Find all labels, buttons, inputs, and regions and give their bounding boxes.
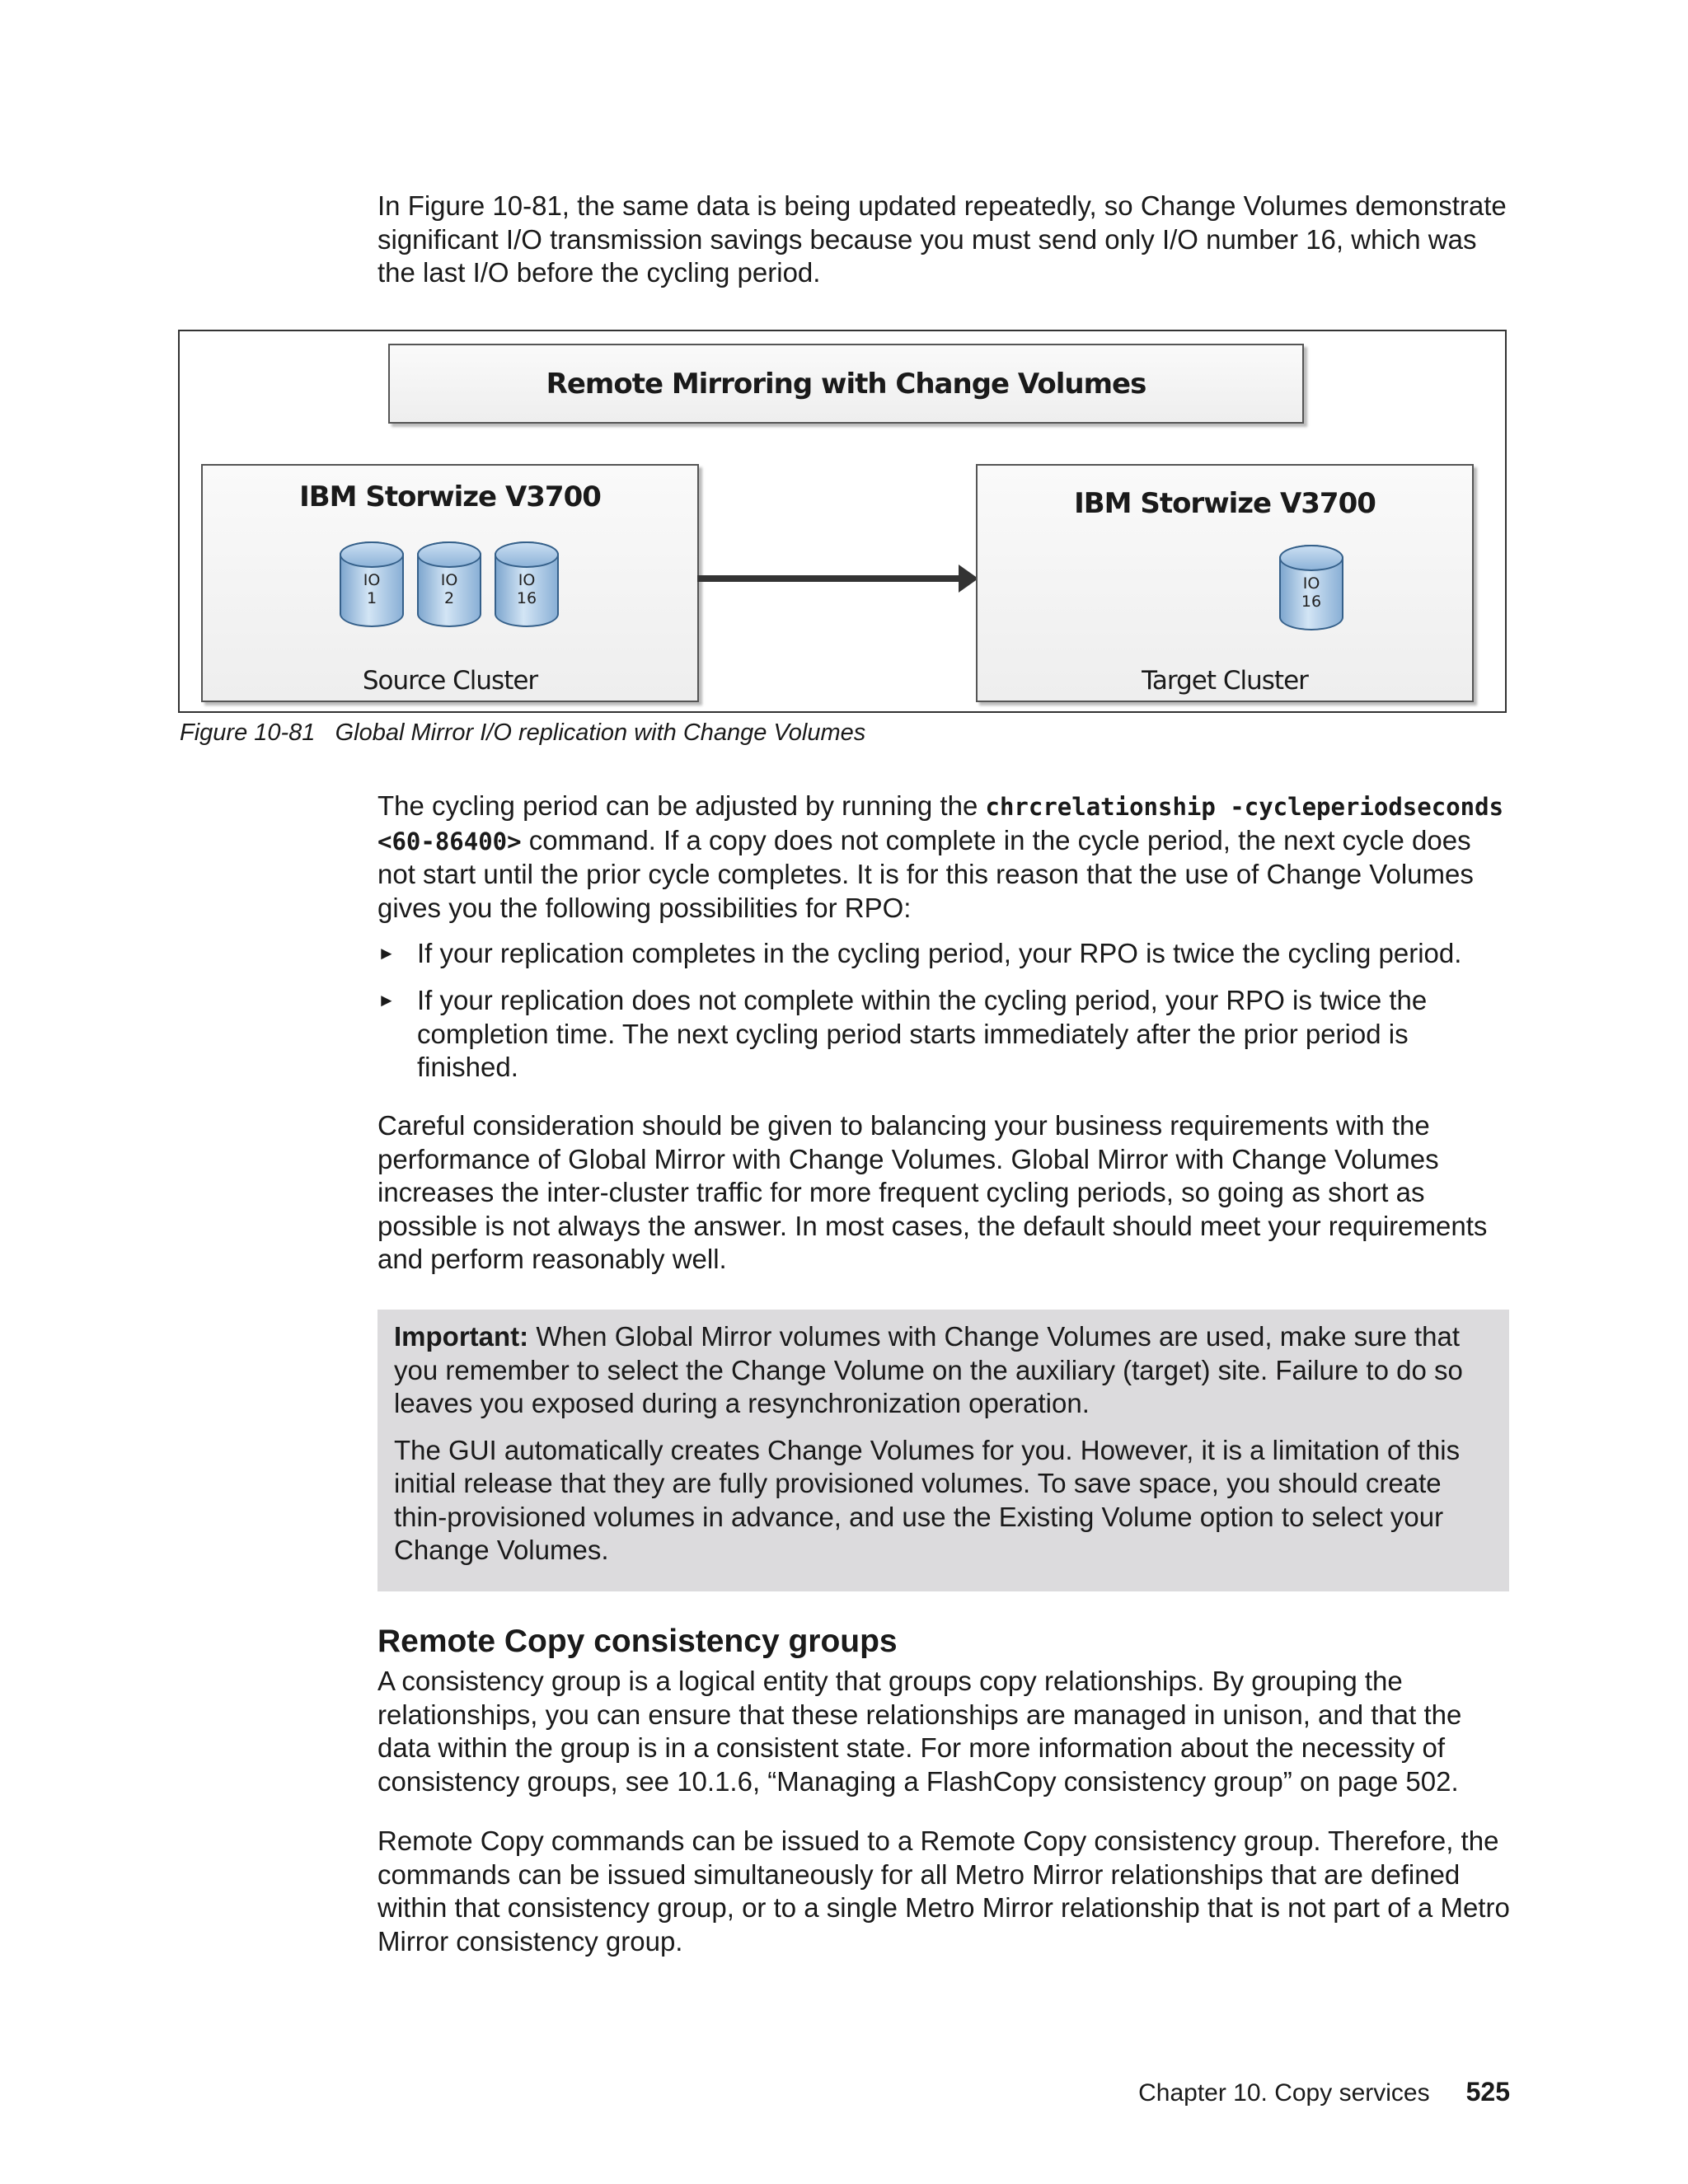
important-note: Important: When Global Mirror volumes with Change Volumes are used, make sure that you remember to select the Change Volume on the auxiliary (target) site. Failure to do so leaves you exposed during a resynchronization operation. The GUI automatically creates Change Volumes for you. However, it is a limitation of this initial release that they are fully provisioned volumes. To save space, you should create thin-provisioned volumes in advance, and use the Existing Volume option to select your Change Volumes. (377, 1310, 1509, 1591)
important-label: Important: (394, 1321, 529, 1352)
section-heading: Remote Copy consistency groups (377, 1624, 898, 1659)
page-number: 525 (1465, 2077, 1510, 2107)
target-cluster-label: Target Cluster (1142, 666, 1308, 696)
diagram-title: Remote Mirroring with Change Volumes (388, 344, 1304, 424)
source-cluster-box (201, 464, 699, 702)
list-item: ► If your replication does not complete within the cycling period, your RPO is twice the completion time. The next cycling period starts immediately after the prior period is finished. (377, 985, 1428, 1082)
cycling-paragraph: The cycling period can be adjusted by running the chrcrelationship -cycleperiodseconds <60-86400> command. If a copy does not complete in the cycle period, the next cycle does not start until the prior cycle completes. It is for this reason that the use of Change Volumes gives you the following possibilities for RPO: (377, 790, 1504, 923)
list-item: ► If your replication completes in the cycling period, your RPO is twice the cycling period. (377, 937, 1511, 971)
consistency-paragraph: A consistency group is a logical entity that groups copy relationships. By grouping the relationships, you can ensure that these relationships are managed in unison, and that the data within the group is in a consistent state. For more information about the necessity of consistency groups, see 10.1.6, “Managing a FlashCopy consistency group” on page 502. (377, 1666, 1462, 1797)
source-cluster-label: Source Cluster (362, 666, 538, 696)
page-footer (1138, 2077, 1510, 2107)
target-cluster-title: IBM Storwize V3700 (1074, 487, 1376, 520)
volume-cylinder-icon: IO 16 (1279, 545, 1343, 630)
intro-paragraph: In Figure 10-81, the same data is being updated repeatedly, so Change Volumes demonstrate significant I/O transmission savings because you must send only I/O number 16, which was the last I/O before the cycling period. (377, 190, 1507, 288)
chapter-label: Chapter 10. Copy services (1138, 2079, 1430, 2107)
consideration-paragraph: Careful consideration should be given to balancing your business requirements with the performance of Global Mirror with Change Volumes. Global Mirror with Change Volumes increases the inter-cluster traffic for more frequent cycling periods, so going as short as possible is not always the answer. In most cases, the default should meet your requirements and perform reasonably well. (377, 1110, 1488, 1274)
commands-paragraph: Remote Copy commands can be issued to a Remote Copy consistency group. Therefore, the commands can be issued simultaneously for all Metro Mirror relationships that are defined within that consistency group, or to a single Metro Mirror relationship that is not part of a Metro Mirror consistency group. (377, 1825, 1510, 1957)
important-paragraph-2: The GUI automatically creates Change Volumes for you. However, it is a limitation of this initial release that they are fully provisioned volumes. To save space, you should create thin-provisioned volumes in advance, and use the Existing Volume option to select your Change Volumes. (394, 1434, 1461, 1565)
volume-cylinder-icon: IO 16 (495, 541, 559, 627)
figure-diagram (178, 330, 1507, 713)
bullet-icon: ► (377, 990, 396, 1010)
target-cluster-box (976, 464, 1474, 702)
volume-cylinder-icon: IO 1 (340, 541, 404, 627)
source-cluster-title: IBM Storwize V3700 (299, 480, 601, 513)
replication-arrow-icon (697, 575, 965, 582)
command-code: chrcrelationship -cycleperiodseconds <60-86400> (377, 793, 1504, 855)
figure-caption: Figure 10-81 Global Mirror I/O replication with Change Volumes (180, 719, 866, 746)
volume-cylinder-icon: IO 2 (417, 541, 481, 627)
bullet-icon: ► (377, 943, 396, 963)
